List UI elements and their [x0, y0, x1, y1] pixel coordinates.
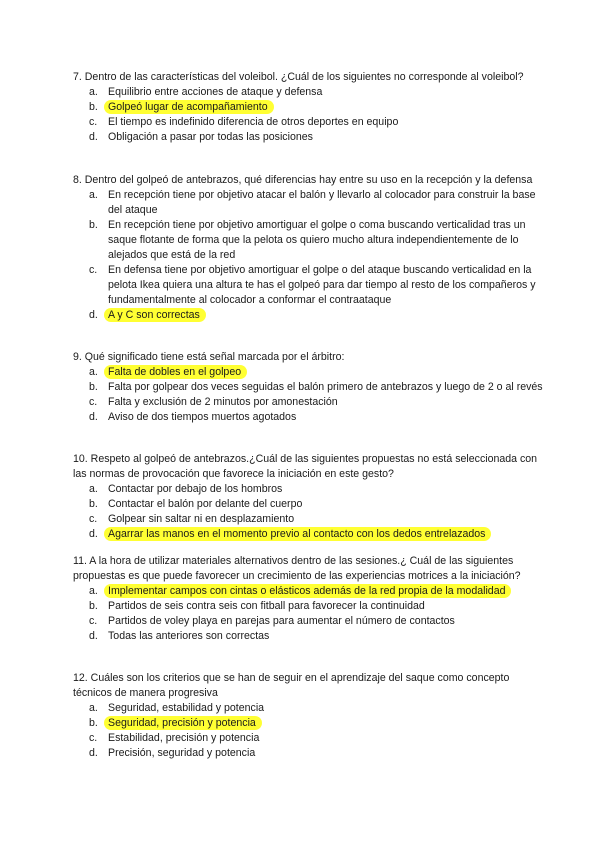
option-b — [73, 497, 543, 512]
options-list — [73, 85, 543, 145]
option-text: En recepción tiene por objetivo atacar el balón y llevarlo al colocador para construir la base del ataque — [108, 189, 536, 216]
option-text: Falta por golpear dos veces seguidas el balón primero de antebrazos y luego de 2 o al revés — [108, 381, 543, 393]
question-text: 8. Dentro del golpeó de antebrazos, qué diferencias hay entre su uso en la recepción y la defensa — [73, 174, 533, 186]
option-letter: d. — [89, 630, 98, 642]
highlighted-answer: Implementar campos con cintas o elásticos además de la red propia de la modalidad — [104, 584, 511, 598]
question-text: 11. A la hora de utilizar materiales alternativos dentro de las sesiones.¿ Cuál de las siguientes propuestas es que puede favorecer un crecimiento de las experiencias motrices a la iniciación? — [73, 555, 521, 582]
option-text: Precisión, seguridad y potencia — [108, 747, 256, 759]
options-list — [73, 365, 543, 425]
question-text: 12. Cuáles son los criterios que se han de seguir en el aprendizaje del saque como concepto técnicos de manera progresiva — [73, 672, 510, 699]
options-list — [73, 584, 543, 644]
option-b — [73, 599, 543, 614]
option-c — [73, 731, 543, 746]
highlighted-answer: Agarrar las manos en el momento previo al contacto con los dedos entrelazados — [104, 527, 491, 541]
option-letter: c. — [89, 513, 98, 525]
option-letter: b. — [89, 101, 98, 113]
option-a — [73, 701, 543, 716]
option-letter: d. — [89, 747, 98, 759]
highlighted-answer: A y C son correctas — [104, 308, 206, 322]
option-text: Equilibrio entre acciones de ataque y defensa — [108, 86, 323, 98]
options-list — [73, 482, 543, 542]
question-8 — [73, 173, 543, 323]
question-10 — [73, 452, 543, 542]
option-c — [73, 263, 543, 308]
option-text: Partidos de voley playa en parejas para aumentar el número de contactos — [108, 615, 455, 627]
option-d — [73, 308, 543, 323]
option-letter: d. — [89, 411, 98, 423]
options-list — [73, 188, 543, 323]
option-text: Falta y exclusión de 2 minutos por amonestación — [108, 396, 338, 408]
option-d — [73, 527, 543, 542]
option-c — [73, 395, 543, 410]
option-text: Golpear sin saltar ni en desplazamiento — [108, 513, 295, 525]
option-letter: a. — [89, 189, 98, 201]
options-list — [73, 701, 543, 761]
option-a — [73, 85, 543, 100]
option-letter: a. — [89, 702, 98, 714]
option-letter: b. — [89, 498, 98, 510]
option-text: Aviso de dos tiempos muertos agotados — [108, 411, 297, 423]
option-letter: b. — [89, 717, 98, 729]
option-letter: c. — [89, 264, 98, 276]
option-letter: c. — [89, 396, 98, 408]
option-a — [73, 365, 543, 380]
question-text: 10. Respeto al golpeó de antebrazos.¿Cuál de las siguientes propuestas no está seleccionada con las normas de provocación que favorece la iniciación en este gesto? — [73, 453, 538, 480]
option-text: Estabilidad, precisión y potencia — [108, 732, 260, 744]
highlighted-answer: Golpeó lugar de acompañamiento — [104, 100, 274, 114]
option-d — [73, 130, 543, 145]
option-text: Contactar por debajo de los hombros — [108, 483, 283, 495]
option-letter: a. — [89, 366, 98, 378]
option-b — [73, 716, 543, 731]
option-letter: c. — [89, 732, 98, 744]
option-letter: b. — [89, 219, 98, 231]
question-text: 9. Qué significado tiene está señal marcada por el árbitro: — [73, 351, 345, 363]
option-b — [73, 100, 543, 115]
option-letter: a. — [89, 585, 98, 597]
option-text: Partidos de seis contra seis con fitball para favorecer la continuidad — [108, 600, 425, 612]
option-text: Contactar el balón por delante del cuerpo — [108, 498, 303, 510]
question-9 — [73, 350, 543, 425]
option-d — [73, 629, 543, 644]
option-letter: a. — [89, 483, 98, 495]
option-d — [73, 410, 543, 425]
highlighted-answer: Falta de dobles en el golpeo — [104, 365, 247, 379]
option-d — [73, 746, 543, 761]
option-letter: c. — [89, 615, 98, 627]
option-letter: c. — [89, 116, 98, 128]
question-12 — [73, 671, 543, 761]
option-c — [73, 512, 543, 527]
option-letter: d. — [89, 528, 98, 540]
option-text: Obligación a pasar por todas las posiciones — [108, 131, 313, 143]
option-a — [73, 482, 543, 497]
option-b — [73, 380, 543, 395]
option-letter: d. — [89, 131, 98, 143]
question-text: 7. Dentro de las características del voleibol. ¿Cuál de los siguientes no corresponde al voleibol? — [73, 71, 524, 83]
option-text: Seguridad, estabilidad y potencia — [108, 702, 265, 714]
option-a — [73, 188, 543, 218]
option-c — [73, 614, 543, 629]
option-letter: b. — [89, 381, 98, 393]
question-7 — [73, 70, 543, 145]
option-text: En recepción tiene por objetivo amortiguar el golpe o coma buscando verticalidad tras un saque flotante de forma que la pelota os quiero mucho altura independientemente de lo alejados que está de la red — [108, 219, 526, 261]
option-letter: b. — [89, 600, 98, 612]
option-letter: a. — [89, 86, 98, 98]
option-letter: d. — [89, 309, 98, 321]
option-text: El tiempo es indefinido diferencia de otros deportes en equipo — [108, 116, 399, 128]
option-a — [73, 584, 543, 599]
highlighted-answer: Seguridad, precisión y potencia — [104, 716, 262, 730]
option-b — [73, 218, 543, 263]
option-text: Todas las anteriores son correctas — [108, 630, 270, 642]
option-c — [73, 115, 543, 130]
question-11 — [73, 554, 543, 644]
option-text: En defensa tiene por objetivo amortiguar el golpe o del ataque buscando verticalidad en la pelota Ikea quiera una altura te has el golpeó para dar tiempo al resto de los compañeros y fundamentalmente al colocador a conformar el contraataque — [108, 264, 536, 306]
